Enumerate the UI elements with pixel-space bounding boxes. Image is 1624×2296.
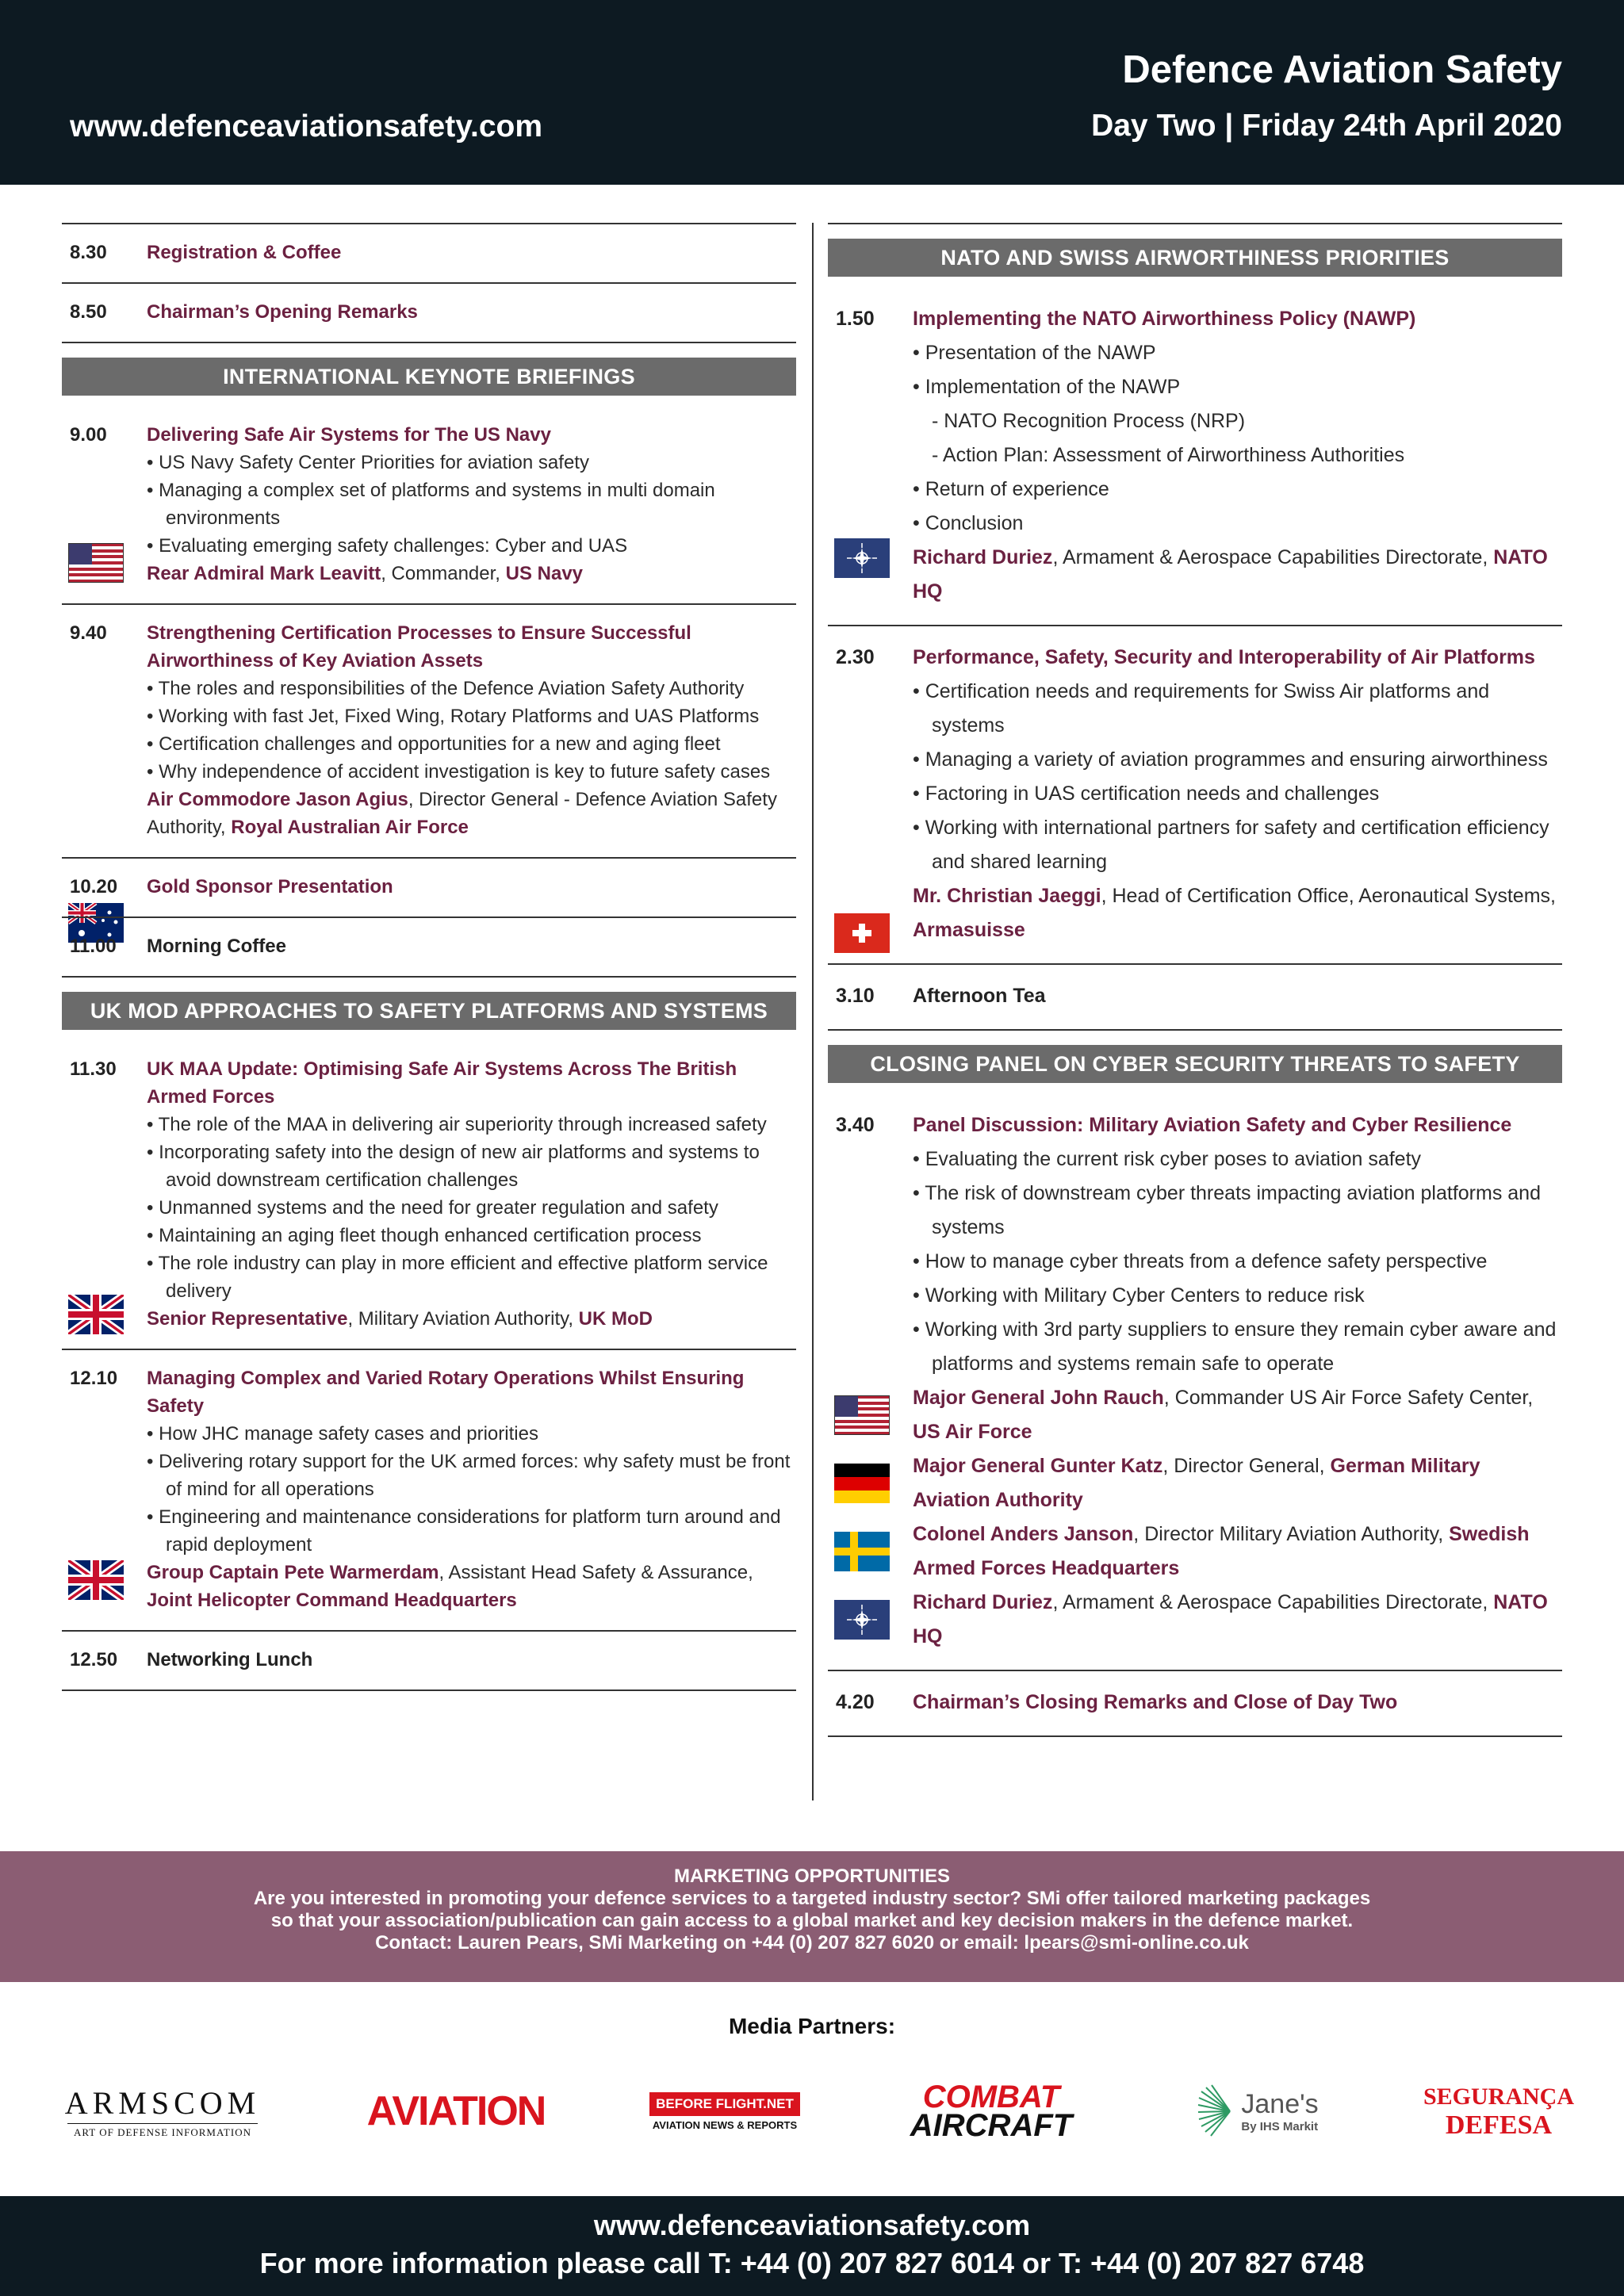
session-time: 12.10: [70, 1368, 118, 1389]
section-header: NATO AND SWISS AIRWORTHINESS PRIORITIES: [828, 239, 1562, 277]
us-flag-icon: [834, 1395, 890, 1435]
footer-contact: For more information please call T: +44 (0) 207 827 6014 or T: +44 (0) 207 827 6748: [259, 2247, 1365, 2279]
section-header: INTERNATIONAL KEYNOTE BRIEFINGS: [62, 358, 796, 396]
media-partner-logos: [0, 2076, 1624, 2147]
bullet-item: • The roles and responsibilities of the Defence Aviation Safety Authority: [147, 678, 745, 699]
agenda-row: [62, 918, 796, 978]
session-time: 11.00: [70, 936, 117, 957]
janes-logo[interactable]: Jane's By IHS Markit: [1178, 2076, 1336, 2147]
session-time: 4.20: [836, 1691, 875, 1713]
marketing-banner: [0, 1851, 1624, 1982]
session-time: 9.00: [70, 424, 107, 446]
bullet-item: • Why independence of accident investigation is key to future safety cases: [147, 761, 771, 783]
bullet-item: • Working with Military Cyber Centers to reduce risk: [913, 1284, 1365, 1307]
session-time: 8.30: [70, 242, 107, 263]
speaker: Rear Admiral Mark Leavitt, Commander, US Navy: [147, 563, 584, 584]
session-time: 12.50: [70, 1649, 118, 1670]
bullet-item: • How to manage cyber threats from a defence safety perspective: [913, 1250, 1488, 1272]
bullet-item: • Delivering rotary support for the UK armed forces: why safety must be front of mind for all operations: [147, 1451, 791, 1500]
session-title: Delivering Safe Air Systems for The US Navy: [147, 424, 551, 446]
agenda-row: [62, 407, 796, 605]
column-divider: [812, 223, 814, 1800]
session-title: Gold Sponsor Presentation: [147, 876, 393, 897]
agenda-row: [62, 1041, 796, 1350]
bullet-item: • Incorporating safety into the design of new air platforms and systems to avoid downstream certification challenges: [147, 1142, 760, 1191]
session-title: Managing Complex and Varied Rotary Operations Whilst Ensuring Safety: [147, 1368, 745, 1417]
session-title: Morning Coffee: [147, 936, 286, 957]
speaker: Senior Representative, Military Aviation Authority, UK MoD: [147, 1308, 653, 1330]
session-title: Registration & Coffee: [147, 242, 342, 263]
session-time: 1.50: [836, 308, 875, 330]
session-time: 11.30: [70, 1058, 117, 1080]
session-title: Chairman’s Closing Remarks and Close of Day Two: [913, 1691, 1398, 1713]
bullet-item: • Certification needs and requirements for Swiss Air platforms and systems: [913, 680, 1490, 737]
bullet-item: • Factoring in UAS certification needs and challenges: [913, 783, 1380, 805]
session-title: UK MAA Update: Optimising Safe Air Systems Across The British Armed Forces: [147, 1058, 737, 1108]
bullet-item: • Certification challenges and opportunities for a new and aging fleet: [147, 733, 721, 755]
session-title: Panel Discussion: Military Aviation Safety and Cyber Resilience: [913, 1114, 1512, 1136]
session-time: 8.50: [70, 301, 107, 323]
session-time: 10.20: [70, 876, 118, 897]
bullet-item: • Engineering and maintenance considerations for platform turn around and rapid deployment: [147, 1506, 781, 1556]
session-time: 9.40: [70, 622, 107, 644]
bullet-item: • How JHC manage safety cases and priorities: [147, 1423, 538, 1445]
speaker: Group Captain Pete Warmerdam, Assistant Head Safety & Assurance, Joint Helicopter Command Headquarters: [147, 1562, 753, 1611]
page-title: Defence Aviation Safety: [1122, 48, 1562, 91]
us-flag-icon: [68, 543, 124, 583]
footer-url[interactable]: www.defenceaviationsafety.com: [593, 2209, 1031, 2241]
section-header: CLOSING PANEL ON CYBER SECURITY THREATS TO SAFETY: [828, 1045, 1562, 1083]
agenda-row: [62, 1350, 796, 1632]
session-title: Performance, Safety, Security and Interoperability of Air Platforms: [913, 646, 1535, 668]
janes-emblem-icon: [1195, 2084, 1235, 2139]
footer-banner: [0, 2196, 1624, 2296]
session-time: 3.10: [836, 985, 875, 1007]
day-date: Day Two | Friday 24th April 2020: [1091, 109, 1562, 143]
bullet-item: • Managing a variety of aviation programmes and ensuring airworthiness: [913, 748, 1548, 771]
bullet-item: • Evaluating emerging safety challenges: Cyber and UAS: [147, 535, 628, 557]
media-partners-title: Media Partners:: [728, 2014, 896, 2038]
bullet-item: • The role of the MAA in delivering air superiority through increased safety: [147, 1114, 767, 1135]
agenda-row: [62, 859, 796, 918]
marketing-text: so that your association/publication can gain access to a global market and key decision makers in the defence market.: [270, 1910, 1354, 1931]
uk-flag-icon: [68, 1295, 124, 1334]
agenda-row: [828, 1094, 1562, 1671]
agenda-row: [62, 284, 796, 343]
speaker: Major General Gunter Katz, Director General, German Military Aviation Authority: [913, 1455, 1480, 1511]
bullet-item: • The role industry can play in more efficient and effective platform service delivery: [147, 1253, 768, 1302]
bullet-item: • US Navy Safety Center Priorities for aviation safety: [147, 452, 589, 473]
agenda-row: [62, 1632, 796, 1691]
sub-bullet-item: - Action Plan: Assessment of Airworthiness Authorities: [932, 444, 1405, 466]
bullet-item: • Conclusion: [913, 512, 1024, 534]
sub-bullet-item: - NATO Recognition Process (NRP): [932, 410, 1246, 432]
header-banner: [0, 0, 1624, 185]
bullet-item: • The risk of downstream cyber threats impacting aviation platforms and systems: [913, 1182, 1541, 1238]
speaker: Mr. Christian Jaeggi, Head of Certification Office, Aeronautical Systems, Armasuisse: [913, 885, 1556, 941]
sweden-flag-icon: [834, 1532, 890, 1571]
marketing-contact: Contact: Lauren Pears, SMi Marketing on +44 (0) 207 827 6020 or email: lpears@smi-online.co.uk: [375, 1932, 1249, 1954]
session-time: 3.40: [836, 1114, 875, 1136]
session-time: 2.30: [836, 646, 875, 668]
session-title: Implementing the NATO Airworthiness Policy (NAWP): [913, 308, 1416, 330]
agenda-row: [62, 605, 796, 859]
left-column: [62, 223, 796, 1691]
seguranca-defesa-logo[interactable]: SEGURANÇA DEFESA: [1423, 2084, 1575, 2140]
marketing-heading: MARKETING OPPORTUNITIES: [673, 1866, 950, 1887]
swiss-flag-icon: [834, 913, 890, 953]
bullet-item: • Working with 3rd party suppliers to ensure they remain cyber aware and platforms and systems remain safe to operate: [913, 1318, 1557, 1375]
combat-aircraft-logo[interactable]: COMBAT AIRCRAFT: [910, 2080, 1073, 2143]
speaker: Major General John Rauch, Commander US Air Force Safety Center, US Air Force: [913, 1387, 1534, 1443]
before-flight-logo[interactable]: BEFORE FLIGHT.NET AVIATION NEWS & REPORTS: [649, 2076, 801, 2147]
speaker: Richard Duriez, Armament & Aerospace Capabilities Directorate, NATO HQ: [913, 1591, 1548, 1647]
agenda-row: [828, 965, 1562, 1031]
speaker: Richard Duriez, Armament & Aerospace Capabilities Directorate, NATO HQ: [913, 546, 1548, 603]
bullet-item: • Working with international partners for safety and certification efficiency and shared learning: [913, 817, 1549, 873]
bullet-item: • Return of experience: [913, 478, 1109, 500]
bullet-item: • Evaluating the current risk cyber poses to aviation safety: [913, 1148, 1422, 1170]
bullet-item: • Presentation of the NAWP: [913, 342, 1156, 364]
section-header: UK MOD APPROACHES TO SAFETY PLATFORMS AND SYSTEMS: [62, 992, 796, 1030]
bullet-item: • Maintaining an aging fleet though enhanced certification process: [147, 1225, 702, 1246]
session-title: Strengthening Certification Processes to Ensure Successful Airworthiness of Key Aviation Assets: [147, 622, 691, 672]
speaker: Colonel Anders Janson, Director Military Aviation Authority, Swedish Armed Forces Headquarters: [913, 1523, 1530, 1579]
session-title: Networking Lunch: [147, 1649, 313, 1670]
marketing-text: Are you interested in promoting your defence services to a targeted industry sector? SMi offer tailored marketing packages: [253, 1888, 1371, 1909]
agenda-row: [828, 288, 1562, 626]
bullet-item: • Unmanned systems and the need for greater regulation and safety: [147, 1197, 718, 1219]
speaker: Air Commodore Jason Agius, Director General - Defence Aviation Safety Authority, Royal Australian Air Force: [147, 789, 777, 838]
bullet-item: • Implementation of the NAWP: [913, 376, 1181, 398]
nato-flag-icon: [834, 1600, 890, 1640]
bullet-item: • Working with fast Jet, Fixed Wing, Rotary Platforms and UAS Platforms: [147, 706, 760, 727]
header-url[interactable]: www.defenceaviationsafety.com: [70, 109, 543, 144]
aviation-logo[interactable]: AVIATION: [366, 2088, 546, 2134]
agenda-row: [62, 224, 796, 284]
uk-flag-icon: [68, 1560, 124, 1600]
right-column: [828, 223, 1562, 1737]
agenda-row: [828, 1671, 1562, 1737]
nato-flag-icon: [834, 538, 890, 578]
agenda-row: [828, 626, 1562, 965]
session-title: Chairman’s Opening Remarks: [147, 301, 418, 323]
germany-flag-icon: [834, 1464, 890, 1503]
armscom-logo[interactable]: ARMSCOM ART OF DEFENSE INFORMATION: [64, 2084, 261, 2138]
session-title: Afternoon Tea: [913, 985, 1046, 1007]
bullet-item: • Managing a complex set of platforms and systems in multi domain environments: [147, 480, 715, 529]
